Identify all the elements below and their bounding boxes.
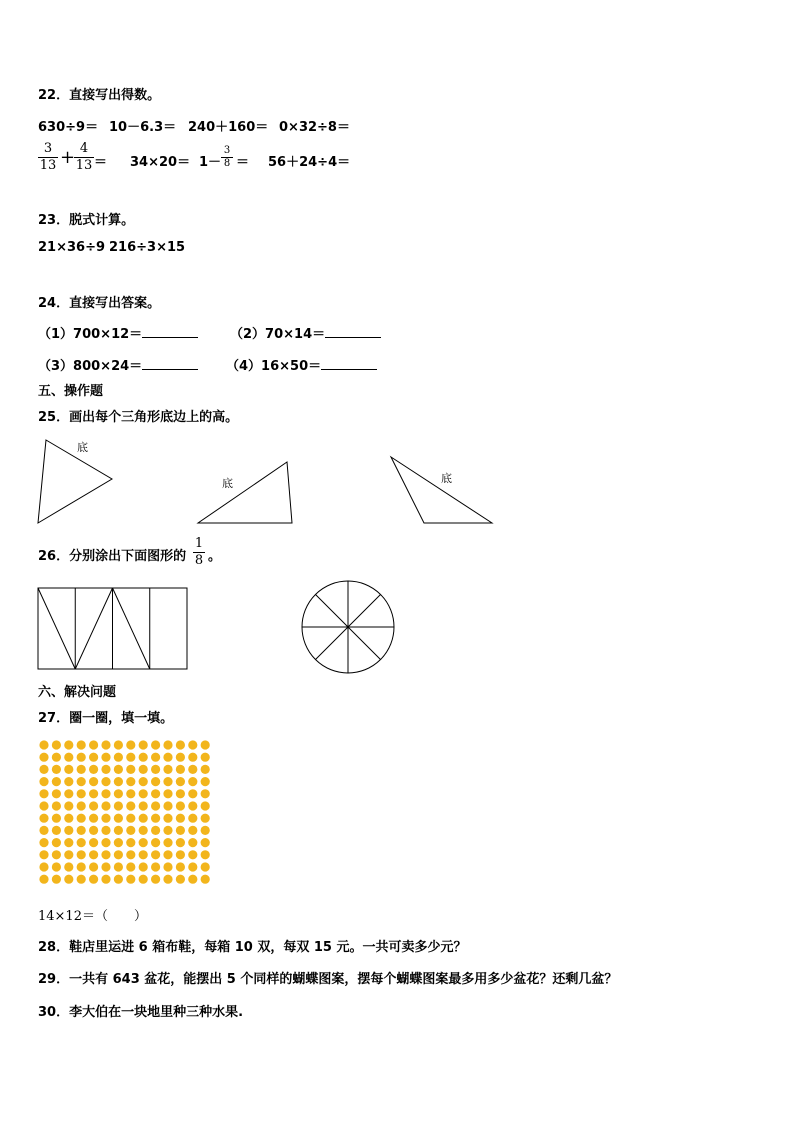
- dot: [139, 826, 148, 835]
- q22-title: 22．直接写出得数。: [38, 88, 161, 103]
- rectangle-diagonal: [38, 588, 75, 669]
- dot: [176, 838, 185, 847]
- dot: [101, 838, 110, 847]
- q22-calc-7-prefix: 1－: [199, 155, 222, 170]
- dot: [39, 850, 48, 859]
- dot: [89, 740, 98, 749]
- q27-expression: 14×12＝（ ）: [38, 909, 147, 924]
- dot: [52, 777, 61, 786]
- dot: [77, 875, 86, 884]
- dot: [139, 740, 148, 749]
- dot: [101, 850, 110, 859]
- dot: [114, 814, 123, 823]
- dot: [77, 826, 86, 835]
- dot: [176, 850, 185, 859]
- dot: [114, 765, 123, 774]
- dot: [139, 765, 148, 774]
- dot: [39, 765, 48, 774]
- dot: [101, 789, 110, 798]
- dot: [188, 789, 197, 798]
- dot: [64, 850, 73, 859]
- dot: [77, 801, 86, 810]
- dot: [163, 765, 172, 774]
- dot: [126, 826, 135, 835]
- dot: [101, 777, 110, 786]
- dot: [176, 801, 185, 810]
- dot: [114, 862, 123, 871]
- dot: [101, 801, 110, 810]
- dot: [176, 814, 185, 823]
- dot: [151, 862, 160, 871]
- dot: [89, 826, 98, 835]
- dot: [64, 814, 73, 823]
- dot: [89, 753, 98, 762]
- dot: [52, 789, 61, 798]
- dot: [126, 862, 135, 871]
- triangle-3-base-label: 底: [441, 472, 452, 485]
- dot: [126, 875, 135, 884]
- dot: [176, 826, 185, 835]
- dot: [126, 801, 135, 810]
- q22-calc-8: 56＋24÷4＝: [268, 155, 351, 170]
- dot: [188, 740, 197, 749]
- dot: [52, 814, 61, 823]
- dot: [101, 740, 110, 749]
- dot: [64, 862, 73, 871]
- dot: [163, 814, 172, 823]
- q22-calc-4: 0×32÷8＝: [279, 120, 350, 135]
- dot: [52, 753, 61, 762]
- rectangle-diagonal: [75, 588, 112, 669]
- q24-item-1-text: （1）700×12＝: [38, 327, 143, 342]
- dot: [201, 838, 210, 847]
- dot: [163, 740, 172, 749]
- triangle-2-base-label: 底: [222, 477, 233, 490]
- dot: [39, 875, 48, 884]
- q24-item-3-text: （3）800×24＝: [38, 359, 143, 374]
- rectangle-figure[interactable]: [38, 588, 187, 669]
- dot: [139, 789, 148, 798]
- dot: [89, 777, 98, 786]
- fraction-numerator: 4: [79, 141, 89, 156]
- q22-equals: ＝: [94, 155, 108, 170]
- dot: [114, 838, 123, 847]
- dot: [139, 777, 148, 786]
- dot: [39, 801, 48, 810]
- dot: [176, 789, 185, 798]
- dot: [77, 789, 86, 798]
- dot: [151, 765, 160, 774]
- dot: [64, 826, 73, 835]
- dot: [89, 875, 98, 884]
- fraction-denominator: 13: [39, 158, 57, 173]
- dot: [101, 753, 110, 762]
- dot: [151, 826, 160, 835]
- q23-item-1: 21×36÷9: [38, 240, 106, 255]
- dot: [188, 753, 197, 762]
- dot: [77, 765, 86, 774]
- dot: [64, 740, 73, 749]
- dot: [188, 765, 197, 774]
- dot: [163, 801, 172, 810]
- q26-title-text: 26．分别涂出下面图形的: [38, 549, 187, 564]
- dot: [139, 814, 148, 823]
- dot: [114, 850, 123, 859]
- fraction-denominator: 13: [75, 158, 93, 173]
- dot: [77, 753, 86, 762]
- dot: [39, 862, 48, 871]
- dot: [126, 838, 135, 847]
- dot: [89, 789, 98, 798]
- dot: [201, 789, 210, 798]
- dot: [64, 777, 73, 786]
- dot: [39, 814, 48, 823]
- fraction-numerator: 3: [43, 141, 53, 156]
- dot: [39, 826, 48, 835]
- dot: [151, 777, 160, 786]
- dot: [64, 789, 73, 798]
- q27-dot-grid: [38, 739, 214, 889]
- q22-calc-6: 34×20＝: [130, 155, 191, 170]
- dot: [176, 875, 185, 884]
- dot: [151, 789, 160, 798]
- dot: [139, 838, 148, 847]
- dot: [101, 765, 110, 774]
- q29-text: 29．一共有 643 盆花，能摆出 5 个同样的蝴蝶图案，摆每个蝴蝶图案最多用多少盆花？还剩几盆？: [38, 972, 618, 987]
- dot: [188, 826, 197, 835]
- dot: [126, 753, 135, 762]
- triangle-1-base-label: 底: [77, 441, 88, 454]
- dot: [151, 740, 160, 749]
- q23-item-2: 216÷3×15: [109, 240, 186, 255]
- q30-text: 30．李大伯在一块地里种三种水果.: [38, 1005, 244, 1020]
- dot: [77, 777, 86, 786]
- q24-item-4-text: （4）16×50＝: [226, 359, 322, 374]
- dot: [114, 777, 123, 786]
- dot: [163, 789, 172, 798]
- dot: [52, 875, 61, 884]
- dot: [39, 838, 48, 847]
- dot: [52, 838, 61, 847]
- dot: [188, 850, 197, 859]
- dot: [52, 801, 61, 810]
- dot: [77, 740, 86, 749]
- q24-title: 24．直接写出答案。: [38, 296, 161, 311]
- fraction-numerator: 3: [223, 145, 231, 156]
- dot: [39, 753, 48, 762]
- fraction-numerator: 1: [194, 536, 204, 551]
- dot: [188, 777, 197, 786]
- dot: [163, 777, 172, 786]
- dot: [89, 850, 98, 859]
- dot: [114, 740, 123, 749]
- dot: [176, 740, 185, 749]
- dot: [201, 740, 210, 749]
- q27-title: 27．圈一圈，填一填。: [38, 711, 174, 726]
- dot: [77, 850, 86, 859]
- dot: [126, 777, 135, 786]
- dot: [52, 740, 61, 749]
- dot: [151, 838, 160, 847]
- dot: [126, 740, 135, 749]
- dot: [139, 753, 148, 762]
- q23-title: 23．脱式计算。: [38, 213, 135, 228]
- dot: [201, 753, 210, 762]
- dot: [64, 801, 73, 810]
- dot: [77, 814, 86, 823]
- q26-title-end: 。: [208, 549, 222, 564]
- dot: [201, 862, 210, 871]
- circle-figure[interactable]: [302, 581, 394, 673]
- dot: [89, 838, 98, 847]
- dot: [39, 740, 48, 749]
- dot: [64, 753, 73, 762]
- dot: [188, 814, 197, 823]
- q22-calc-7-equals: ＝: [236, 155, 250, 170]
- dot: [52, 850, 61, 859]
- dot: [126, 765, 135, 774]
- dot: [101, 814, 110, 823]
- fraction-denominator: 8: [194, 553, 204, 568]
- dot: [126, 850, 135, 859]
- q22-calc-1: 630÷9＝: [38, 120, 99, 135]
- q22-plus-sign: +: [60, 147, 76, 168]
- rectangle-diagonal: [113, 588, 150, 669]
- dot: [151, 814, 160, 823]
- dot: [101, 862, 110, 871]
- section-6-heading: 六、解决问题: [38, 685, 117, 700]
- dot: [188, 862, 197, 871]
- dot: [39, 789, 48, 798]
- q24-item-2-text: （2）70×14＝: [230, 327, 326, 342]
- dot: [201, 875, 210, 884]
- dot: [101, 826, 110, 835]
- dot: [139, 875, 148, 884]
- dot: [89, 765, 98, 774]
- dot: [163, 862, 172, 871]
- dot: [176, 777, 185, 786]
- dot: [101, 875, 110, 884]
- dot: [39, 777, 48, 786]
- dot: [151, 850, 160, 859]
- dot: [114, 753, 123, 762]
- dot: [201, 765, 210, 774]
- dot: [176, 753, 185, 762]
- dot: [163, 850, 172, 859]
- dot: [64, 838, 73, 847]
- dot: [176, 765, 185, 774]
- dot: [114, 875, 123, 884]
- dot: [89, 801, 98, 810]
- dot: [126, 814, 135, 823]
- dot: [201, 777, 210, 786]
- dot: [163, 875, 172, 884]
- dot: [139, 801, 148, 810]
- dot: [188, 801, 197, 810]
- q28-text: 28．鞋店里运进 6 箱布鞋，每箱 10 双，每双 15 元。一共可卖多少元？: [38, 940, 467, 955]
- section-5-heading: 五、操作题: [38, 384, 104, 399]
- dot: [163, 826, 172, 835]
- dot: [77, 862, 86, 871]
- dot: [201, 826, 210, 835]
- dot: [201, 850, 210, 859]
- dot: [52, 765, 61, 774]
- dot: [114, 826, 123, 835]
- dot: [201, 814, 210, 823]
- dot: [163, 838, 172, 847]
- dot: [188, 875, 197, 884]
- dot: [114, 801, 123, 810]
- q22-calc-3: 240＋160＝: [188, 120, 269, 135]
- dot: [151, 875, 160, 884]
- dot: [163, 753, 172, 762]
- dot: [89, 862, 98, 871]
- dot: [139, 850, 148, 859]
- dot: [52, 826, 61, 835]
- dot: [126, 789, 135, 798]
- dot: [114, 789, 123, 798]
- dot: [64, 765, 73, 774]
- dot: [201, 801, 210, 810]
- dot: [176, 862, 185, 871]
- dot: [151, 753, 160, 762]
- dot: [151, 801, 160, 810]
- q25-title: 25．画出每个三角形底边上的高。: [38, 410, 239, 425]
- dot: [64, 875, 73, 884]
- fraction-denominator: 8: [223, 158, 231, 169]
- q22-calc-2: 10－6.3＝: [109, 120, 177, 135]
- dot: [188, 838, 197, 847]
- dot: [52, 862, 61, 871]
- dot: [89, 814, 98, 823]
- dot: [77, 838, 86, 847]
- dot: [139, 862, 148, 871]
